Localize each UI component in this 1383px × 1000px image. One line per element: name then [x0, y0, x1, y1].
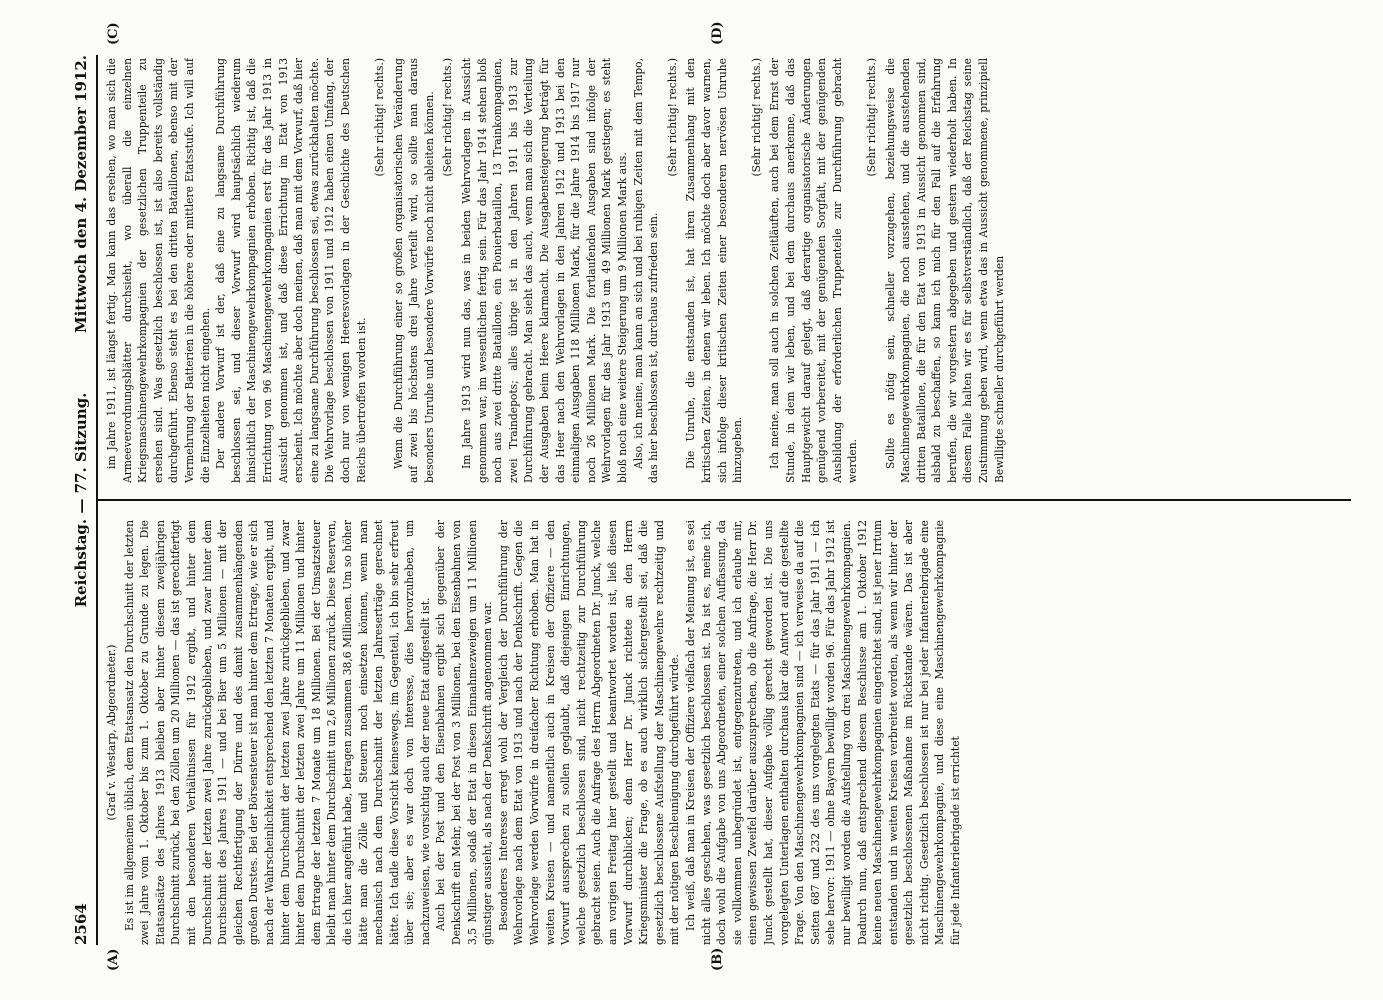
running-title: Reichstag. — 77. Sitzung. [72, 392, 90, 608]
paragraph: Sollte es nötig sein, schneller vorzugehen, beziehungsweise die Maschinengewehrkompagnien, die noch ausstehen, und die ausstehenden dritten Bataillone, die für den Etat von 1913 in Aussicht genommen sind, alsbald zu beschaffen, so kann ich mich für den Fall auf die Erfahrung berufen, die wir vorgestern abgegeben und gestern wiederholt haben. In diesem Falle halten wir es für selbstverständlich, daß der Reichstag seine Zustimmung geben wird, wenn etwa das in Aussicht genommene, prinzipiell Bewilligte schneller durchgeführt werden [883, 58, 1006, 483]
paragraph: Auch bei der Post und den Eisenbahnen ergibt sich gegenüber der Denkschrift ein Mehr, bei der Post von 3 Millionen, bei den Eisenbahnen von 3,5 Millionen, sodaß der Etat in diesen Einnahmezweigen um 11 Millionen günstiger aussieht, als nach der Denkschrift angenommen war. [434, 520, 495, 945]
left-column [104, 520, 1349, 945]
speaker-line: (Graf v. Westarp, Abgeordneter.) [105, 644, 118, 821]
page-body [70, 21, 1370, 971]
interjection: (Sehr richtig! rechts.) [441, 58, 455, 177]
paragraph: Der andere Vorwurf ist der, daß eine zu langsame Durchführung beschlossen sei, und dieser Vorwurf wird hauptsächlich wiederum hinsichtlich der Maschinengewehrkompagnien erhoben. Richtig ist, daß die Errichtung von 96 Maschinengewehrkompagnien erst für das Jahr 1913 in Aussicht genommen ist, und daß diese Errichtung im Etat von 1913 erscheint. Ich möchte aber doch meinen, daß man mit dem Vorwurf, daß hier eine zu langsame Durchführung beschlossen sei, etwas zurückhalten möchte. Die Wehrvorlage beschlossen von 1911 und 1912 haben einen Umfang, der doch nur von wenigen Heeresvorlagen in der Geschichte des Deutschen Reichs übertroffen worden ist. [214, 58, 368, 483]
paragraph: Besonderes Interesse erregt wohl der Vergleich der Durchführung der Wehrvorlage nach dem Etat von 1913 und nach der Denkschrift. Gegen die Wehrvorlage werden Vorwürfe in dreifacher Richtung erhoben. Man hat in weiten Kreisen — und namentlich auch in Kreisen der Offiziere — den Vorwurf aussprechen zu sollen geglaubt, daß diejenigen Einrichtungen, welche gesetzlich beschlossen sind, nicht rechtzeitig zur Durchführung gebracht seien. Auch die Anfrage des Herrn Abgeordneten Dr. Junck, welche am vorigen Freitag hier gestellt und beantwortet worden ist, ließ diesen Vorwurf durchblicken; denn Herr Dr. Junck richtete an den Herrn Kriegsminister die Frage, ob es auch wirklich sichergestellt sei, daß die gesetzlich beschlossene Aufstellung der Maschinengewehre rechtzeitig und mit der nötigen Beschleunigung durchgeführt würde. [496, 520, 682, 945]
paragraph: Im Jahre 1913 wird nun das, was in beiden Wehrvorlagen in Aussicht genommen war, im wesentlichen fertig sein. Für das Jahr 1914 stehen bloß noch aus zwei dritte Bataillone, ein Pionierbataillon, 13 Trainkompagnien, zwei Traindepots; alles übrige ist in den Jahren 1911 bis 1913 zur Durchführung gebracht. Man sieht das auch, wenn man sich die Verteilung der Ausgaben beim Heere klarmacht. Die Ausgabensteigerung beträgt für das Heer nach den Wehrvorlagen in den Jahren 1912 und 1913 bei den einmaligen Ausgaben 118 Millionen Mark, für die Jahre 1914 bis 1917 nur noch 26 Millionen Mark. Die fortlaufenden Ausgaben sind infolge der Wehrvorlagen für das Jahr 1913 um 49 Millionen Mark gestiegen; es steht bloß noch eine weitere Steigerung um 9 Millionen Mark aus. [460, 58, 629, 483]
session-date: Mittwoch den 4. Dezember 1912. [72, 55, 90, 333]
margin-marker-b: (B) [710, 947, 725, 971]
paragraph: Wenn die Durchführung einer so großen organisatorischen Veränderung auf zwei bis höchstens drei Jahre verteilt wird, so sollte man daraus besonders Unruhe und besondere Vorwürfe noch nicht ableiten können. [391, 58, 436, 483]
interjection: (Sehr richtig! rechts.) [864, 58, 878, 177]
interjection: (Sehr richtig! rechts.) [665, 58, 679, 177]
margin-marker-a: (A) [106, 948, 121, 971]
right-column [104, 58, 1349, 483]
paragraph: Ich meine, man soll auch in solchen Zeitläuften, auch bei dem Ernst der Stunde, in dem wir leben, und bei dem durchaus anerkenne, daß das Hauptgewicht darauf gelegt, daß derartige organisatorische Änderungen genügend vorbereitet, mit der genügenden Sorgfalt, mit der genügenden Ausbildung der erforderlichen Truppenteile zur Durchführung gebracht werden. [768, 58, 860, 483]
margin-marker-c: (C) [106, 22, 121, 45]
column-divider [96, 499, 1351, 501]
interjection: (Sehr richtig! rechts.) [749, 58, 763, 177]
page-number: 2564 [72, 903, 90, 945]
paragraph: Also, ich meine, man kann an sich und bei ruhigen Zeiten mit dem Tempo, das hier beschlossen ist, durchaus zufrieden sein. [631, 58, 661, 483]
paragraph: Die Unruhe, die entstanden ist, hat ihren Zusammenhang mit den kritischen Zeiten, in denen wir leben. Ich möchte doch aber davor warnen, sich infolge dieser kritischen Zeiten einer besonderen nervösen Unruhe hinzugeben. [684, 58, 745, 483]
interjection: (Sehr richtig! rechts.) [373, 58, 387, 177]
paragraph: im Jahre 1911, ist längst fertig. Man kann das ersehen, wo man sich die Armeeverordnungsblätter durchsieht, wo überall die einzelnen Kriegsmaschinengewehrkompagnien der gesetzlichen Truppenteile zu ersehen sind. Was gesetzlich beschlossen ist, ist also bereits vollständig durchgeführt. Ebenso steht es bei den dritten Bataillonen, ebenso mit der Vermehrung der Batterien in die höhere oder mittlere Etatsstufe. Ich will auf die Einzelheiten nicht eingehen. [105, 58, 212, 483]
paragraph: Es ist im allgemeinen üblich, dem Etatsansatz den Durchschnitt der letzten zwei Jahre vom 1. Oktober bis zum 1. Oktober zu Grunde zu legen. Die Etatsansätze des Jahres 1913 bleiben aber hinter diesem zweijährigen Durchschnitt zurück, bei den Zöllen um 20 Millionen — das ist gerechtfertigt mit den besonderen Verhältnissen für 1912 ergibt, und hinter dem Durchschnitt der letzten zwei Jahre zurückgeblieben, und zwar hinter dem Durchschnitt des Jahres 1911 — und bei Bier um 5 Millionen — mit der gleichen Rechtfertigung der Dürre und des damit zusammenhängenden großen Durstes. Bei der Börsensteuer ist man hinter dem Ertrage, wie er sich nach der Wahrscheinlichkeit entsprechend den letzten 7 Monaten ergibt, und hinter dem Durchschnitt der letzten zwei Jahre zurückgeblieben, und zwar hinter dem Durchschnitt der letzten zwei Jahre um 11 Millionen und hinter dem Ertrage der letzten 7 Monate um 18 Millionen. Bei der Umsatzsteuer bleibt man hinter dem Durchschnitt um 2,6 Millionen zurück. Diese Reserven, die ich hier angeführt habe, betragen zusammen 38,6 Millionen. Um so höher hätte man die Zölle und Steuern noch einsetzen können, wenn man mechanisch nach dem Durchschnitt der letzten Jahreserträge gerechnet hätte. Ich tadle diese Vorsicht keineswegs, im Gegenteil, ich bin sehr erfreut über sie; aber es war doch von Interesse, dies hervorzuheben, um nachzuweisen, wie vorsichtig auch der neue Etat aufgestellt ist. [122, 520, 432, 945]
page-header [70, 55, 94, 945]
paragraph: Ich weiß, daß man in Kreisen der Offiziere vielfach der Meinung ist, es sei nicht alles geschehen, was gesetzlich beschlossen ist. Da ist es, meine ich, doch wohl die Aufgabe von uns Abgeordneten, einer solchen Auffassung, da sie vollkommen unbegründet ist, entgegenzutreten, und ich erlaube mir, einen gewissen Zweifel darüber auszusprechen, ob die Anfrage, die Herr Dr. Junck gestellt hat, dieser Aufgabe völlig gerecht geworden ist. Die uns vorgelegten Unterlagen enthalten durchaus klar die Antwort auf die gestellte Frage. Von den Maschinengewehrkompagnien sind — ich verweise da auf die Seiten 687 und 232 des uns vorgelegten Etats — für das Jahr 1911 — ich sehe hervor: 1911 — ohne Bayern bewilligt worden 96. Für das Jahr 1912 ist nur bewilligt worden die Aufstellung von drei Maschinengewehrkompagnien. Dadurch nun, daß entsprechend diesem Beschlusse am 1. Oktober 1912 keine neuen Maschinengewehrkompagnien eingerichtet sind, ist jener Irrtum entstanden und in weiten Kreisen verbreitet worden, als wenn wir hinter der gesetzlich beschlossenen Maßnahme im Rückstande wären. Das ist aber nicht richtig. Gesetzlich beschlossen ist nur bei jeder Infanteriebrigade eine Maschinengewehrkompagnie, und diese eine Maschinengewehrkompagnie für jede Infanteriebrigade ist errichtet [683, 520, 963, 945]
margin-marker-d: (D) [710, 21, 725, 45]
